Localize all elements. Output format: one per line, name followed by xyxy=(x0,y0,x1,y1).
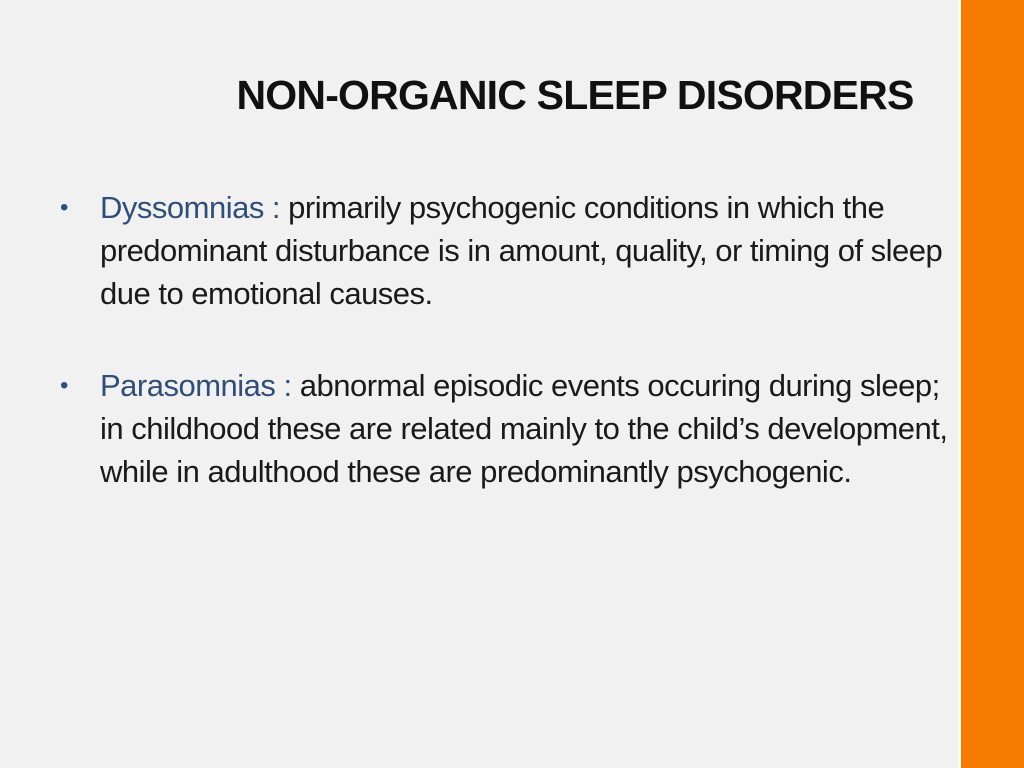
bullet-term: Dyssomnias : xyxy=(100,190,289,225)
bullet-item-parasomnias xyxy=(58,364,958,493)
bullet-text: primarily psychogenic conditions in which the predominant disturbance is in amount, quality, or timing of sleep due to emotional causes. xyxy=(100,190,943,311)
slide-title: NON-ORGANIC SLEEP DISORDERS xyxy=(236,72,914,118)
bullet-item-dyssomnias xyxy=(58,186,958,315)
bullet-dot-icon: • xyxy=(60,372,68,399)
bullet-dot-icon: • xyxy=(60,194,68,221)
bullet-list xyxy=(58,186,958,542)
bullet-term: Parasomnias : xyxy=(100,368,300,403)
bullet-text: abnormal episodic events occuring during sleep; in childhood these are related mainly to the child’s development, while in adulthood these are predominantly psychogenic. xyxy=(100,368,948,489)
